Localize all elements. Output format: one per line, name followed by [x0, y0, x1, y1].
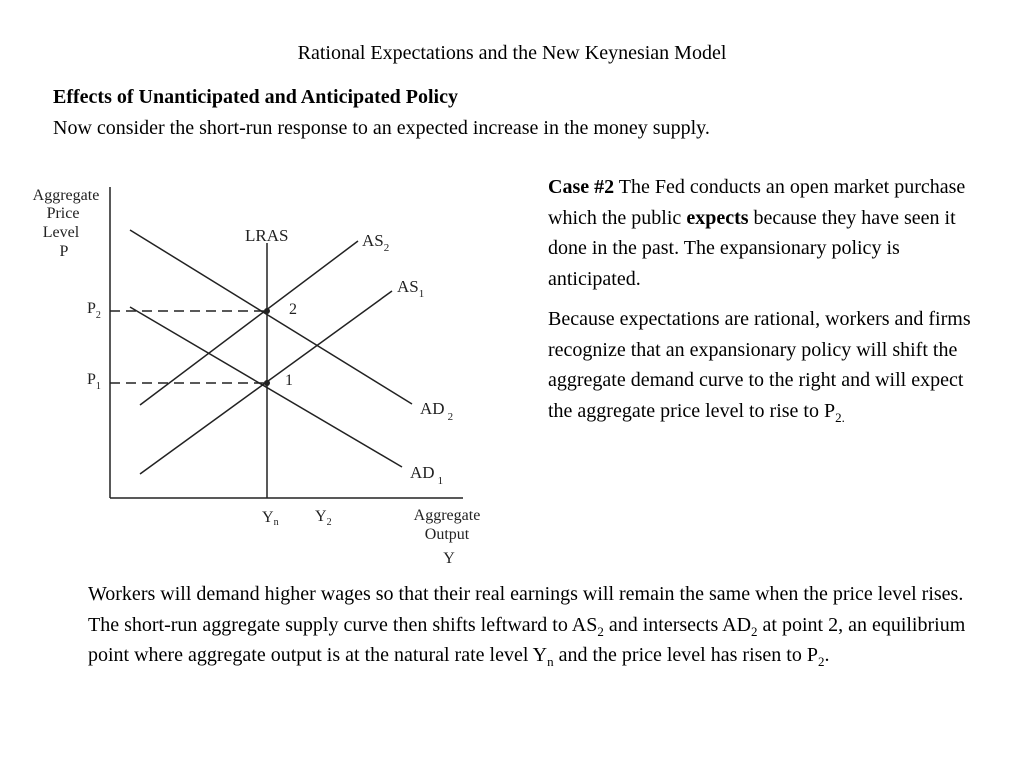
conclusion-text-4: and the price level has risen to P	[553, 644, 818, 666]
point1-label: 1	[285, 372, 293, 389]
conclusion-text-1: Workers will demand higher wages so that their real earnings will remain the same when the price level rises. The short-run aggregate supply curve then shifts leftward to AS	[88, 583, 964, 636]
point2-label: 2	[289, 301, 297, 318]
intro-text: Now consider the short-run response to an expected increase in the money supply.	[53, 117, 710, 139]
as2-curve	[140, 241, 358, 405]
ad2-label: AD $_2$	[420, 399, 454, 423]
case2-label: Case #2	[548, 176, 615, 198]
y-axis-label-2: Price	[46, 205, 80, 222]
page-title: Rational Expectations and the New Keynesian Model	[297, 42, 727, 64]
x-axis-label-3: Y	[443, 550, 455, 567]
point1-dot	[264, 380, 270, 386]
conclusion-sub-3: n	[547, 654, 554, 669]
case2-text-1: The Fed conducts an open market purchase which the public	[548, 176, 966, 229]
conclusion-text-3: at point 2, an equilibrium point where aggregate output is at the natural rate level Y	[88, 613, 966, 666]
p2-label: $P_2$	[87, 300, 101, 321]
case2-description	[548, 172, 978, 436]
ad1-label: AD $_1$	[410, 463, 444, 487]
x-axis-label-2: Output	[424, 526, 470, 543]
y-axis-label-3: Level	[42, 224, 80, 241]
conclusion-text-5: .	[824, 644, 830, 666]
point2-dot	[264, 308, 270, 314]
case2-paragraph-1	[548, 172, 978, 294]
y2-label: $Y_2$	[315, 508, 332, 528]
case2-text-2: because they have seen it done in the past. The expansionary policy is anticipated.	[548, 206, 956, 290]
conclusion-text-2: and intersects AD	[603, 613, 752, 636]
section-heading: Effects of Unanticipated and Anticipated Policy	[53, 86, 458, 108]
conclusion-sub-1: 2	[597, 623, 604, 639]
yn-label: Yn	[262, 509, 279, 528]
conclusion-paragraph	[88, 579, 988, 671]
case2-para2-text: Because expectations are rational, workers and firms recognize that an expansionary policy will shift the aggregate demand curve to the right and will expect the aggregate price level to rise to P	[548, 308, 971, 422]
case2-para2-sub: 2.	[835, 409, 845, 425]
x-axis-label-1: Aggregate	[413, 507, 481, 524]
y-axis-label-4: P	[59, 243, 69, 260]
y-axis-label-1: Aggregate	[32, 187, 100, 204]
as1-label: $AS_1$	[397, 277, 425, 300]
conclusion-sub-4: 2	[817, 654, 825, 669]
as2-label: $AS_2$	[362, 231, 390, 254]
case2-emphasis: expects	[686, 206, 749, 229]
conclusion-sub-2: 2	[751, 623, 758, 639]
lras-label: LRAS	[245, 226, 289, 245]
ad2-curve	[130, 230, 412, 404]
case2-paragraph-2	[548, 304, 978, 426]
ad1-curve	[130, 307, 402, 467]
p1-label: $P_1$	[87, 371, 101, 392]
